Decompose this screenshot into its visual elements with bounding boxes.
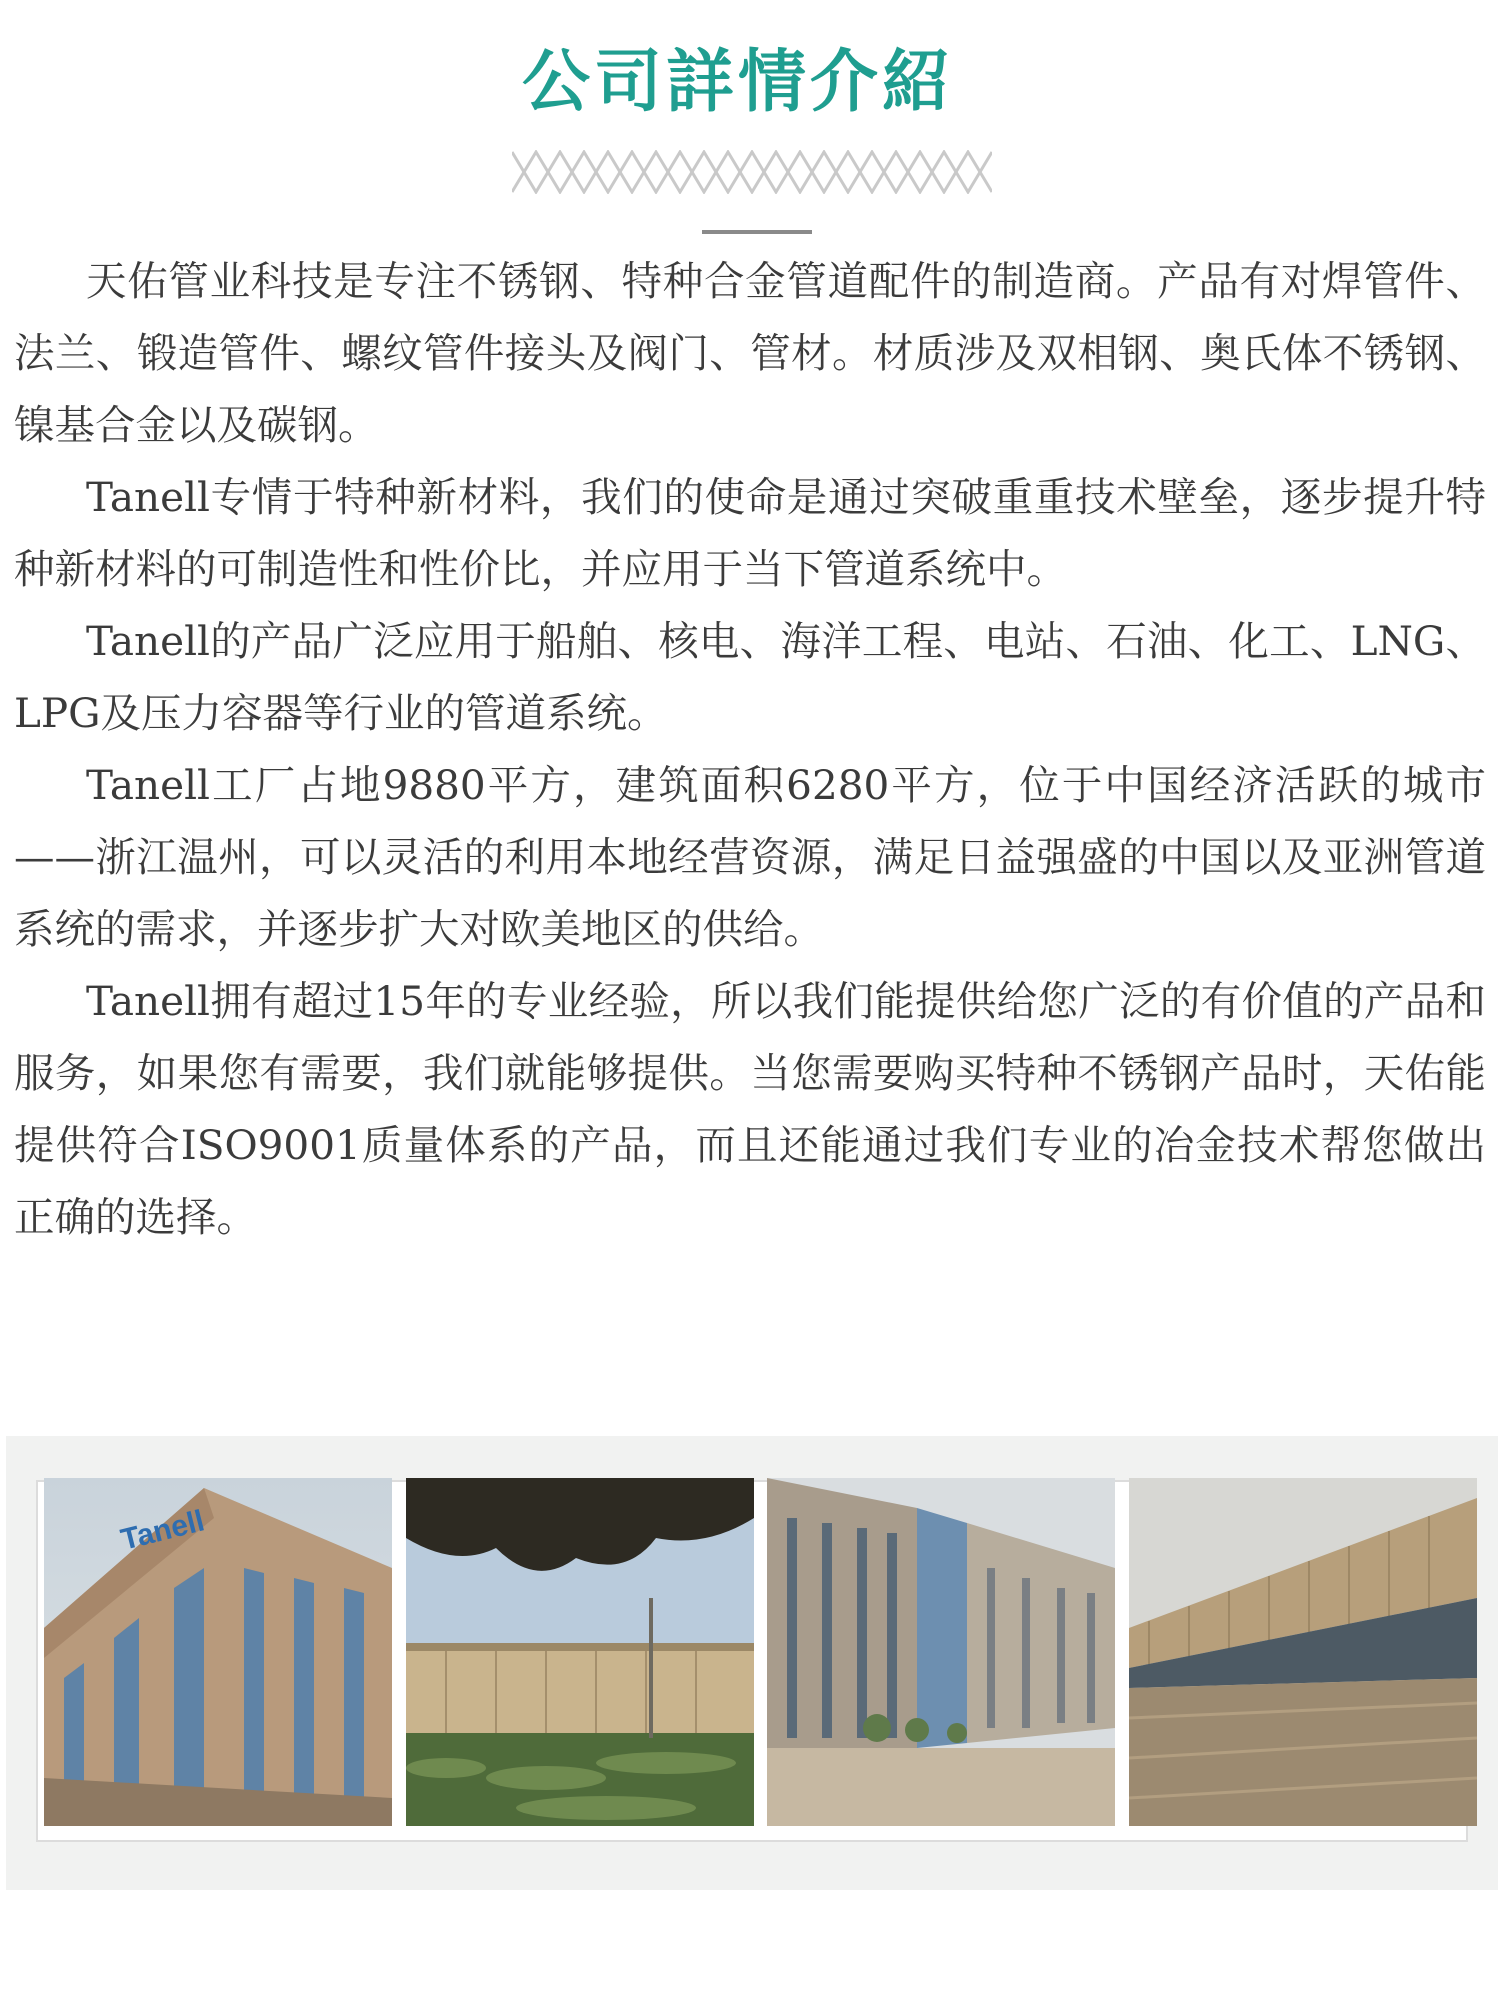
intro-paragraph: Tanell工厂占地9880平方，建筑面积6280平方，位于中国经济活跃的城市——浙江温州，可以灵活的利用本地经营资源，满足日益强盛的中国以及亚洲管道系统的需求，并逐步扩大对欧美地区的供给。 [14, 761, 1486, 953]
company-sign: Tanell [117, 1504, 208, 1557]
page-title: 公司詳情介紹 [521, 43, 954, 122]
factory-roof-walkway-photo [1129, 1478, 1477, 1826]
company-intro-text [14, 245, 1486, 1253]
intro-paragraph: Tanell专情于特种新材料，我们的使命是通过突破重重技术壁垒，逐步提升特种新材料的可制造性和性价比，并应用于当下管道系统中。 [14, 473, 1486, 593]
factory-glass-building-photo [767, 1478, 1115, 1826]
intro-paragraph: Tanell拥有超过15年的专业经验，所以我们能提供给您广泛的有价值的产品和服务，如果您有需要，我们就能够提供。当您需要购买特种不锈钢产品时，天佑能提供符合ISO9001质量体系的产品，而且还能通过我们专业的冶金技术帮您做出正确的选择。 [14, 977, 1486, 1241]
factory-photo-strip [6, 1436, 1498, 1890]
factory-field-photo [406, 1478, 754, 1826]
title-underline [702, 230, 812, 234]
intro-paragraph: 天佑管业科技是专注不锈钢、特种合金管道配件的制造商。产品有对焊管件、法兰、锻造管件、螺纹管件接头及阀门、管材。材质涉及双相钢、奥氏体不锈钢、镍基合金以及碳钢。 [14, 257, 1486, 449]
intro-paragraph: Tanell的产品广泛应用于船舶、核电、海洋工程、电站、石油、化工、LNG、LPG及压力容器等行业的管道系统。 [14, 617, 1486, 737]
factory-facade-photo [44, 1478, 392, 1826]
decorative-cross-divider [512, 150, 992, 194]
